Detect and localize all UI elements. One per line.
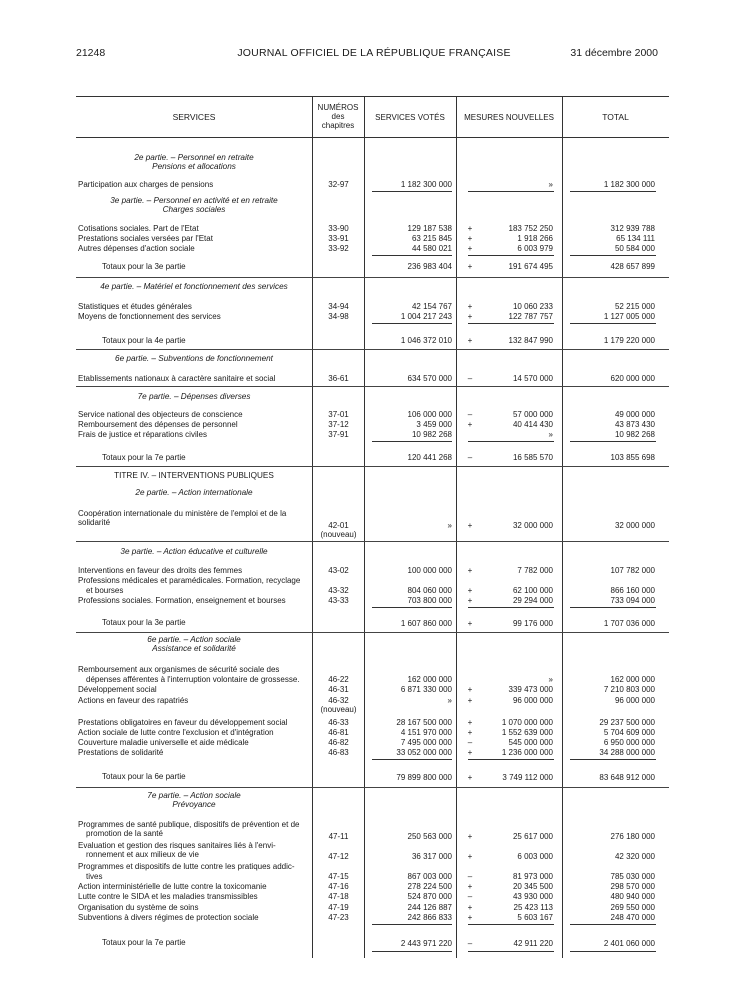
section-rule	[76, 541, 669, 542]
row-label: Participation aux charges de pensions	[78, 180, 310, 189]
mesures-nouvelles-value: 5 603 167	[517, 913, 553, 922]
mesures-nouvelles-value: »	[548, 180, 553, 189]
section-title: 2e partie. – Personnel en retraite	[134, 153, 254, 162]
chapter-number: 43-02	[328, 566, 349, 575]
chapter-number: 46-82	[328, 738, 349, 747]
mesures-nouvelles-value: 29 294 000	[512, 596, 553, 605]
measure-sign: +	[467, 903, 473, 912]
mesures-nouvelles-value: 43 930 000	[512, 892, 553, 901]
row-label-line: Programmes et dispositifs de lutte contre les pratiques addic-	[78, 862, 295, 871]
col-header-chapitres-3: chapitres	[321, 121, 355, 130]
mesures-nouvelles-value: 99 176 000	[512, 619, 553, 628]
mesures-nouvelles-value: 183 752 250	[508, 224, 553, 233]
services-votes-value: 1 607 860 000	[400, 619, 452, 628]
mesures-nouvelles-value: »	[548, 430, 553, 439]
subtotal-rule	[372, 924, 452, 925]
total-value: 2 401 060 000	[603, 939, 655, 948]
section-rule	[76, 632, 669, 633]
services-votes-value: 2 443 971 220	[400, 939, 452, 948]
measure-sign: +	[467, 882, 473, 891]
mesures-nouvelles-value: 6 003 979	[517, 244, 553, 253]
mesures-nouvelles-value: 32 000 000	[512, 521, 553, 530]
row-label: Remboursement des dépenses de personnel	[78, 420, 310, 429]
subtotal-rule	[468, 441, 554, 442]
subtotal-rule	[570, 924, 656, 925]
row-label: Prestations obligatoires en faveur du développement social	[78, 718, 310, 727]
services-votes-value: 33 052 000 000	[396, 748, 452, 757]
measure-sign: +	[467, 234, 473, 243]
mesures-nouvelles-value: 14 570 000	[512, 374, 553, 383]
chapter-number: 34-94	[328, 302, 349, 311]
total-value: 42 320 000	[614, 852, 655, 861]
mesures-nouvelles-value: 96 000 000	[512, 696, 553, 705]
services-votes-value: 42 154 767	[411, 302, 452, 311]
total-value: 312 939 788	[610, 224, 655, 233]
row-label-line: Remboursement aux organismes de sécurité sociale des	[78, 665, 280, 674]
total-value: 248 470 000	[610, 913, 655, 922]
total-value: 785 030 000	[610, 872, 655, 881]
chapter-number: 47-16	[328, 882, 349, 891]
mesures-nouvelles-value: 3 749 112 000	[502, 773, 553, 782]
chapter-number: 43-33	[328, 596, 349, 605]
subtotal-rule	[570, 607, 656, 608]
chapter-note: (nouveau)	[320, 705, 357, 714]
mesures-nouvelles-value: 132 847 990	[508, 336, 553, 345]
chapter-number: 36-61	[328, 374, 349, 383]
mesures-nouvelles-value: 40 414 430	[512, 420, 553, 429]
section-subtitle: Assistance et solidarité	[152, 644, 236, 653]
mesures-nouvelles-value: 10 060 233	[512, 302, 553, 311]
col-header-chapitres-2: des	[331, 112, 345, 121]
total-value: 866 160 000	[610, 586, 655, 595]
services-votes-value: »	[447, 696, 452, 705]
services-votes-value: 1 182 300 000	[400, 180, 452, 189]
mesures-nouvelles-value: 7 782 000	[517, 566, 553, 575]
budget-table	[76, 96, 669, 958]
row-label: Cotisations sociales. Part de l'Etat	[78, 224, 310, 233]
subtotal-rule	[570, 323, 656, 324]
section-title: 4e partie. – Matériel et fonctionnement des services	[100, 282, 288, 291]
table-top-rule	[76, 96, 669, 97]
subtotal-label: Totaux pour la 4e partie	[78, 336, 310, 345]
subtotal-rule	[372, 759, 452, 760]
services-votes-value: 100 000 000	[407, 566, 452, 575]
row-label: Action interministérielle de lutte contre la toxicomanie	[78, 882, 310, 891]
services-votes-value: 162 000 000	[407, 675, 452, 684]
chapter-number: 33-92	[328, 244, 349, 253]
total-value: 5 704 609 000	[603, 728, 655, 737]
total-value: 50 584 000	[614, 244, 655, 253]
issue-date: 31 décembre 2000	[570, 47, 658, 59]
mesures-nouvelles-value: 81 973 000	[512, 872, 553, 881]
chapter-note: (nouveau)	[320, 530, 357, 539]
total-value: 620 000 000	[610, 374, 655, 383]
mesures-nouvelles-value: 1 070 000 000	[501, 718, 553, 727]
services-votes-value: 44 580 021	[411, 244, 452, 253]
total-value: 733 094 000	[610, 596, 655, 605]
total-value: 107 782 000	[610, 566, 655, 575]
row-label: Subventions à divers régimes de protection sociale	[78, 913, 310, 922]
row-label: Organisation du système de soins	[78, 903, 310, 912]
chapter-number: 47-11	[328, 832, 349, 841]
mesures-nouvelles-value: 1 918 266	[517, 234, 553, 243]
chapter-number: 37-01	[328, 410, 349, 419]
measure-sign: +	[467, 566, 473, 575]
col-header-votes: SERVICES VOTÉS	[375, 113, 445, 122]
mesures-nouvelles-value: 545 000 000	[508, 738, 553, 747]
services-votes-value: 250 563 000	[407, 832, 452, 841]
mesures-nouvelles-value: 191 674 495	[508, 262, 553, 271]
services-votes-value: 6 871 330 000	[400, 685, 452, 694]
subtotal-rule	[570, 951, 656, 952]
row-label-line: dépenses afférentes à l'interruption volontaire de grossesse.	[86, 675, 300, 684]
total-value: 428 657 899	[610, 262, 655, 271]
column-rule	[456, 96, 457, 958]
subtotal-rule	[372, 441, 452, 442]
mesures-nouvelles-value: 6 003 000	[517, 852, 553, 861]
mesures-nouvelles-value: 25 617 000	[512, 832, 553, 841]
measure-sign: –	[467, 410, 473, 419]
measure-sign: +	[467, 224, 473, 233]
services-votes-value: 244 126 887	[407, 903, 452, 912]
mesures-nouvelles-value: 57 000 000	[512, 410, 553, 419]
chapter-number: 43-32	[328, 586, 349, 595]
services-votes-value: 10 982 268	[411, 430, 452, 439]
total-value: 480 940 000	[610, 892, 655, 901]
total-value: 1 179 220 000	[603, 336, 655, 345]
row-label: Etablissements nationaux à caractère sanitaire et social	[78, 374, 310, 383]
measure-sign: –	[467, 738, 473, 747]
col-header-total: TOTAL	[602, 112, 629, 122]
services-votes-value: 634 570 000	[407, 374, 452, 383]
subtotal-rule	[468, 759, 554, 760]
chapter-number: 37-91	[328, 430, 349, 439]
subtotal-rule	[570, 191, 656, 192]
total-value: 10 982 268	[614, 430, 655, 439]
section-subtitle: Prévoyance	[172, 800, 216, 809]
services-votes-value: 242 866 833	[407, 913, 452, 922]
section-title: 3e partie. – Personnel en activité et en retraite	[110, 196, 278, 205]
mesures-nouvelles-value: 62 100 000	[512, 586, 553, 595]
chapter-number: 47-23	[328, 913, 349, 922]
total-value: 7 210 803 000	[603, 685, 655, 694]
chapter-number: 42-01	[328, 521, 349, 530]
measure-sign: +	[467, 244, 473, 253]
measure-sign: –	[467, 939, 473, 948]
section-rule	[76, 386, 669, 387]
measure-sign: +	[467, 262, 473, 271]
row-label: Moyens de fonctionnement des services	[78, 312, 310, 321]
total-value: 276 180 000	[610, 832, 655, 841]
total-value: 298 570 000	[610, 882, 655, 891]
col-header-chapitres-1: NUMÉROS	[317, 103, 359, 112]
row-label: Lutte contre le SIDA et les maladies transmissibles	[78, 892, 310, 901]
section-title: 6e partie. – Action sociale	[147, 635, 241, 644]
measure-sign: +	[467, 852, 473, 861]
total-value: 34 288 000 000	[599, 748, 655, 757]
services-votes-value: 4 151 970 000	[400, 728, 452, 737]
services-votes-value: 36 317 000	[411, 852, 452, 861]
measure-sign: +	[467, 748, 473, 757]
total-value: 83 648 912 000	[599, 773, 655, 782]
row-label-line: Evaluation et gestion des risques sanitaires liés à l'envi-	[78, 841, 276, 850]
row-label: Couverture maladie universelle et aide médicale	[78, 738, 310, 747]
mesures-nouvelles-value: 1 552 639 000	[501, 728, 553, 737]
chapter-number: 46-83	[328, 748, 349, 757]
measure-sign: +	[467, 685, 473, 694]
measure-sign: +	[467, 596, 473, 605]
measure-sign: +	[467, 521, 473, 530]
total-value: 103 855 698	[610, 453, 655, 462]
chapter-number: 47-18	[328, 892, 349, 901]
row-label: Action sociale de lutte contre l'exclusion et d'intégration	[78, 728, 310, 737]
col-header-services: SERVICES	[172, 112, 216, 122]
chapter-number: 32-97	[328, 180, 349, 189]
subtotal-rule	[468, 924, 554, 925]
mesures-nouvelles-value: 339 473 000	[508, 685, 553, 694]
section-rule	[76, 787, 669, 788]
total-value: 269 550 000	[610, 903, 655, 912]
measure-sign: +	[467, 913, 473, 922]
mesures-nouvelles-value: 20 345 500	[512, 882, 553, 891]
services-votes-value: 1 046 372 010	[400, 336, 452, 345]
measure-sign: +	[467, 728, 473, 737]
subtotal-rule	[468, 323, 554, 324]
subtotal-label: Totaux pour la 3e partie	[78, 262, 310, 271]
title-heading: TITRE IV. – INTERVENTIONS PUBLIQUES	[114, 471, 274, 480]
total-value: 6 950 000 000	[603, 738, 655, 747]
services-votes-value: 106 000 000	[407, 410, 452, 419]
subtotal-rule	[372, 255, 452, 256]
page-number: 21248	[76, 47, 106, 59]
subtotal-rule	[570, 759, 656, 760]
row-label: ronnement et aux milieux de vie	[78, 850, 310, 859]
measure-sign: +	[467, 586, 473, 595]
chapter-number: 34-98	[328, 312, 349, 321]
services-votes-value: 1 004 217 243	[400, 312, 452, 321]
total-value: 65 134 111	[616, 234, 655, 243]
row-label: Statistiques et études générales	[78, 302, 310, 311]
section-subtitle: Pensions et allocations	[152, 162, 236, 171]
total-value: 96 000 000	[614, 696, 655, 705]
row-label: tives	[78, 872, 310, 881]
chapter-number: 47-15	[328, 872, 349, 881]
subtotal-label: Totaux pour la 7e partie	[78, 938, 310, 947]
column-rule	[562, 96, 563, 958]
row-label-line: Professions médicales et paramédicales. Formation, recyclage	[78, 576, 301, 585]
total-value: 29 237 500 000	[599, 718, 655, 727]
mesures-nouvelles-value: »	[548, 675, 553, 684]
total-value: 32 000 000	[614, 521, 655, 530]
measure-sign: –	[467, 872, 473, 881]
section-title: 3e partie. – Action éducative et culturelle	[120, 547, 268, 556]
chapter-number: 47-12	[328, 852, 349, 861]
subtotal-rule	[570, 255, 656, 256]
services-votes-value: 79 899 800 000	[396, 773, 452, 782]
services-votes-value: 129 187 538	[407, 224, 452, 233]
header-bottom-rule	[76, 137, 669, 138]
total-value: 49 000 000	[614, 410, 655, 419]
row-label: promotion de la santé	[78, 829, 310, 838]
row-label: solidarité	[78, 518, 310, 527]
subtotal-rule	[372, 607, 452, 608]
total-value: 162 000 000	[610, 675, 655, 684]
subtotal-label: Totaux pour la 7e partie	[78, 453, 310, 462]
services-votes-value: 703 800 000	[407, 596, 452, 605]
services-votes-value: 7 495 000 000	[400, 738, 452, 747]
row-label: Professions sociales. Formation, enseignement et bourses	[78, 596, 310, 605]
measure-sign: +	[467, 336, 473, 345]
services-votes-value: 3 459 000	[416, 420, 452, 429]
total-value: 1 707 036 000	[603, 619, 655, 628]
services-votes-value: 867 003 000	[407, 872, 452, 881]
column-rule	[312, 96, 313, 958]
col-header-mesures: MESURES NOUVELLES	[464, 113, 554, 122]
measure-sign: –	[467, 453, 473, 462]
measure-sign: –	[467, 374, 473, 383]
section-title: 7e partie. – Action sociale	[147, 791, 241, 800]
total-value: 1 127 005 000	[603, 312, 655, 321]
total-value: 52 215 000	[614, 302, 655, 311]
services-votes-value: 236 983 404	[407, 262, 452, 271]
chapter-number: 46-22	[328, 675, 349, 684]
measure-sign: –	[467, 892, 473, 901]
column-rule	[364, 96, 365, 958]
section-rule	[76, 277, 669, 278]
total-value: 43 873 430	[614, 420, 655, 429]
subtotal-rule	[570, 441, 656, 442]
row-label: et bourses	[78, 586, 310, 595]
chapter-number: 46-31	[328, 685, 349, 694]
measure-sign: +	[467, 696, 473, 705]
services-votes-value: 804 060 000	[407, 586, 452, 595]
subtotal-label: Totaux pour la 3e partie	[78, 618, 310, 627]
chapter-number: 46-33	[328, 718, 349, 727]
mesures-nouvelles-value: 42 911 220	[513, 939, 553, 948]
section-rule	[76, 466, 669, 467]
chapter-number: 33-91	[328, 234, 349, 243]
row-label: Prestations de solidarité	[78, 748, 310, 757]
services-votes-value: 120 441 268	[407, 453, 452, 462]
services-votes-value: 278 224 500	[407, 882, 452, 891]
chapter-number: 46-32	[328, 696, 349, 705]
measure-sign: +	[467, 832, 473, 841]
chapter-number: 33-90	[328, 224, 349, 233]
subtotal-rule	[468, 255, 554, 256]
section-title: 7e partie. – Dépenses diverses	[137, 392, 251, 401]
row-label: Service national des objecteurs de conscience	[78, 410, 310, 419]
row-label: Prestations sociales versées par l'Etat	[78, 234, 310, 243]
row-label-line: Coopération internationale du ministère de l'emploi et de la	[78, 509, 287, 518]
row-label: Autres dépenses d'action sociale	[78, 244, 310, 253]
subtotal-rule	[468, 951, 554, 952]
services-votes-value: 524 870 000	[407, 892, 452, 901]
services-votes-value: »	[447, 521, 452, 530]
total-value: 1 182 300 000	[603, 180, 655, 189]
services-votes-value: 63 215 845	[411, 234, 452, 243]
measure-sign: +	[467, 718, 473, 727]
journal-title: JOURNAL OFFICIEL DE LA RÉPUBLIQUE FRANÇAISE	[237, 47, 511, 59]
section-title: 2e partie. – Action internationale	[135, 488, 253, 497]
row-label: Frais de justice et réparations civiles	[78, 430, 310, 439]
chapter-number: 37-12	[328, 420, 349, 429]
subtotal-label: Totaux pour la 6e partie	[78, 772, 310, 781]
subtotal-rule	[372, 191, 452, 192]
section-subtitle: Charges sociales	[162, 205, 226, 214]
measure-sign: +	[467, 420, 473, 429]
section-rule	[76, 349, 669, 350]
measure-sign: +	[467, 302, 473, 311]
mesures-nouvelles-value: 1 236 000 000	[501, 748, 553, 757]
mesures-nouvelles-value: 25 423 113	[513, 903, 553, 912]
mesures-nouvelles-value: 122 787 757	[508, 312, 553, 321]
services-votes-value: 28 167 500 000	[396, 718, 452, 727]
measure-sign: +	[467, 773, 473, 782]
row-label: Interventions en faveur des droits des femmes	[78, 566, 310, 575]
subtotal-rule	[372, 323, 452, 324]
chapter-number: 46-81	[328, 728, 349, 737]
subtotal-rule	[468, 191, 554, 192]
chapter-number: 47-19	[328, 903, 349, 912]
row-label-line: Programmes de santé publique, dispositifs de prévention et de	[78, 820, 300, 829]
subtotal-rule	[372, 951, 452, 952]
subtotal-rule	[468, 607, 554, 608]
measure-sign: +	[467, 312, 473, 321]
measure-sign: +	[467, 619, 473, 628]
row-label: Développement social	[78, 685, 310, 694]
section-title: 6e partie. – Subventions de fonctionnement	[115, 354, 273, 363]
row-label: Actions en faveur des rapatriés	[78, 696, 310, 705]
mesures-nouvelles-value: 16 585 570	[512, 453, 553, 462]
